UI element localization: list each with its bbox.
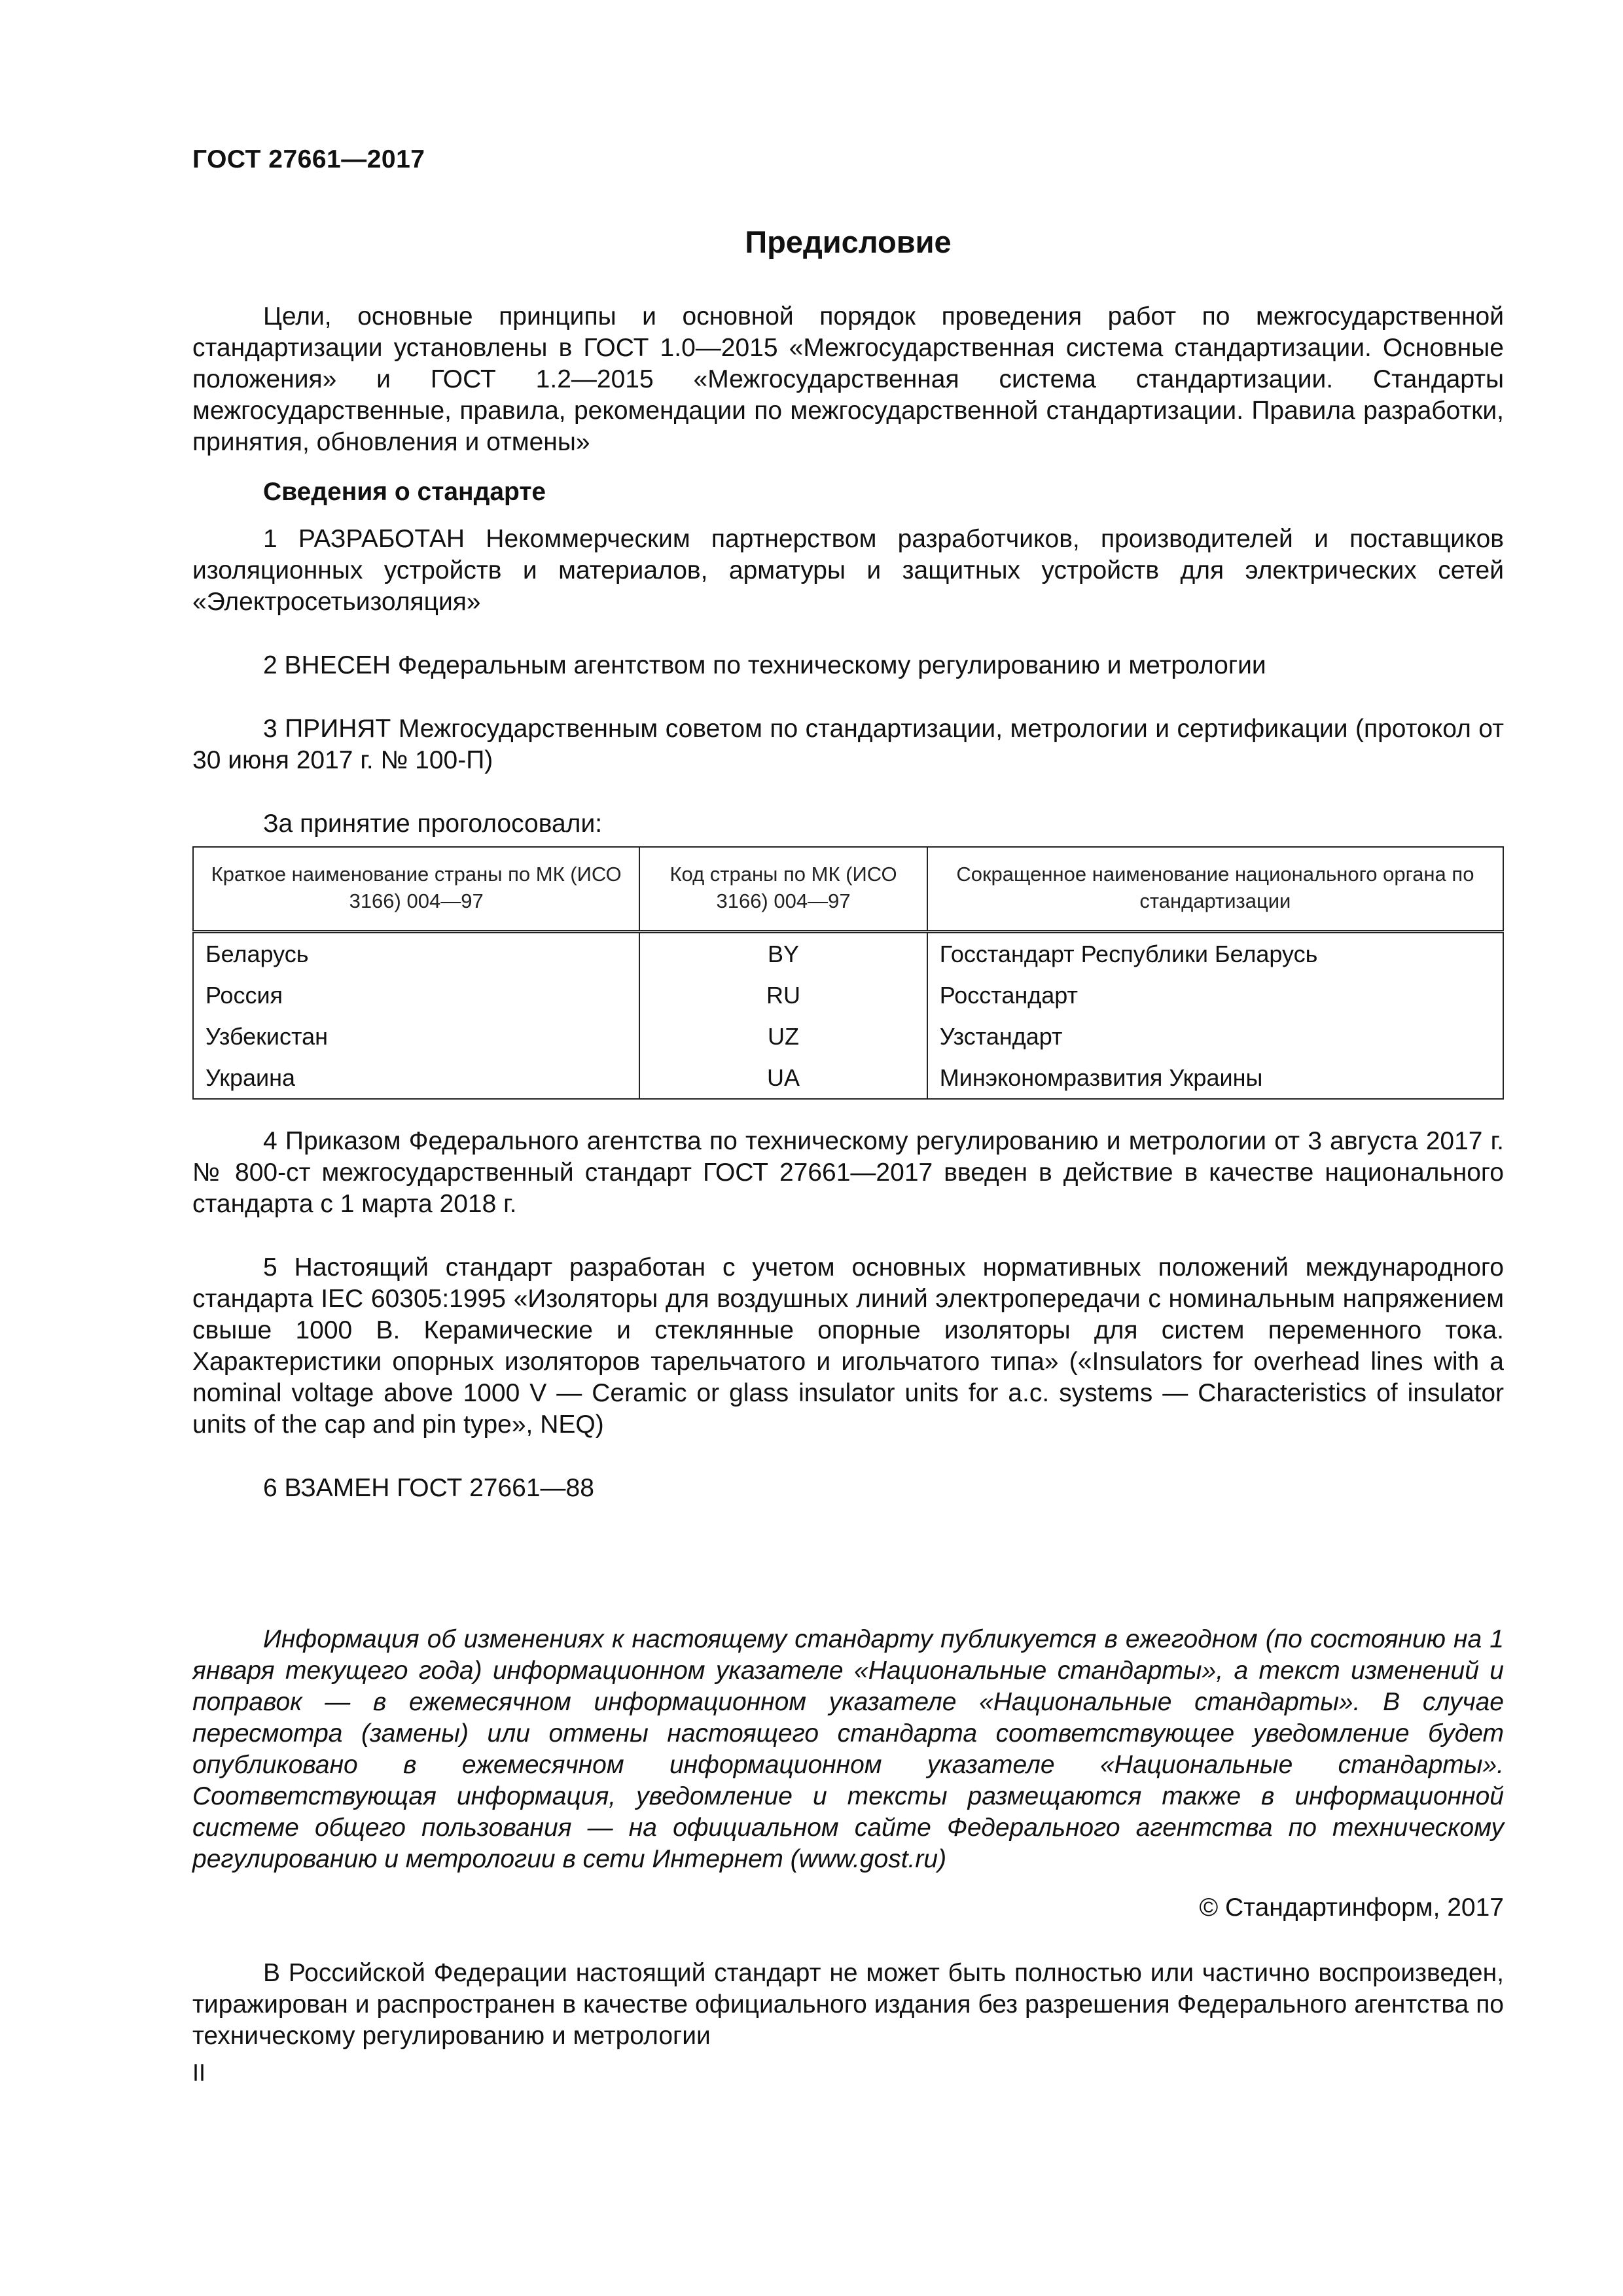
table-row	[193, 932, 1503, 975]
table-row	[193, 1057, 1503, 1099]
country-cell: Узбекистан	[193, 1016, 639, 1057]
table-header-row	[193, 847, 1503, 932]
copyright-notice: © Стандартинформ, 2017	[1199, 1893, 1504, 1922]
item-order: 4 Приказом Федерального агентства по техническому регулированию и метрологии от 3 августа 2017 г. № 800-ст межгосударственный стандарт ГОСТ 27661—2017 введен в действие в качестве национального стандарта с 1 марта 2018 г.	[192, 1127, 1504, 1218]
country-cell: Беларусь	[193, 932, 639, 975]
foreword-body	[192, 301, 1504, 1504]
table-row	[193, 975, 1503, 1016]
country-cell: Россия	[193, 975, 639, 1016]
vote-table	[192, 846, 1504, 1100]
item-adopted: 3 ПРИНЯТ Межгосударственным советом по стандартизации, метрологии и сертификации (протокол от 30 июня 2017 г. № 100-П)	[192, 715, 1504, 774]
changes-info-text: Информация об изменениях к настоящему стандарту публикуется в ежегодном (по состоянию на 1 января текущего года) информационном указателе «Национальные стандарты», а текст изменений и поправок — в ежемесячном информационном указателе «Национальные стандарты». В случае пересмотра (замены) или отмены настоящего стандарта соответствующее уведомление будет опубликовано в ежемесячном информационном указателе «Национальные стандарты». Соответствующая информация, уведомление и тексты размещаются также в информационной системе общего пользования — на официальном сайте Федерального агентства по техническому регулированию и метрологии в сети Интернет (www.gost.ru)	[192, 1625, 1504, 1873]
item-based-on: 5 Настоящий стандарт разработан с учетом основных нормативных положений международного стандарта IEC 60305:1995 «Изоляторы для воздушных линий электропередачи с номинальным напряжением свыше 1000 В. Керамические и стеклянные опорные изоляторы для систем переменного тока. Характеристики опорных изоляторов тарельчатого и игольчатого типа» («Insulators for overhead lines with a nominal voltage above 1000 V — Ceramic or glass insulator units for a.c. systems — Characteristics of insulator units of the cap and pin type», NEQ)	[192, 1253, 1504, 1439]
item-introduced: 2 ВНЕСЕН Федеральным агентством по техническому регулированию и метрологии	[263, 651, 1266, 679]
page-title: Предисловие	[745, 224, 952, 259]
code-cell: UZ	[639, 1016, 927, 1057]
intro-paragraph: Цели, основные принципы и основной порядок проведения работ по межгосударственной стандартизации установлены в ГОСТ 1.0—2015 «Межгосударственная система стандартизации. Основные положения» и ГОСТ 1.2—2015 «Межгосударственная система стандартизации. Стандарты межгосударственные, правила, рекомендации по межгосударственной стандартизации. Правила разработки, принятия, обновления и отмены»	[192, 302, 1504, 456]
country-cell: Украина	[193, 1057, 639, 1099]
header-code: Код страны по МК (ИСО 3166) 004—97	[639, 847, 927, 932]
body-cell: Госстандарт Республики Беларусь	[927, 932, 1503, 975]
document-code: ГОСТ 27661—2017	[192, 145, 425, 173]
page-number: II	[192, 2059, 206, 2086]
header-national-body: Сокращенное наименование национального органа по стандартизации	[927, 847, 1503, 932]
vote-label: За принятие проголосовали:	[263, 810, 603, 838]
document-page	[192, 0, 1504, 2296]
changes-info-block	[192, 1624, 1504, 1875]
reproduction-notice: В Российской Федерации настоящий стандарт не может быть полностью или частично воспроизведен, тиражирован и распространен в качестве официального издания без разрешения Федерального агентства по техническому регулированию и метрологии	[192, 1959, 1504, 2050]
code-cell: BY	[639, 932, 927, 975]
reproduction-block	[192, 1958, 1504, 2052]
code-cell: RU	[639, 975, 927, 1016]
info-heading: Сведения о стандарте	[263, 478, 546, 506]
code-cell: UA	[639, 1057, 927, 1099]
body-cell: Росстандарт	[927, 975, 1503, 1016]
body-cell: Узстандарт	[927, 1016, 1503, 1057]
table-row	[193, 1016, 1503, 1057]
item-developed: 1 РАЗРАБОТАН Некоммерческим партнерством разработчиков, производителей и поставщиков изоляционных устройств и материалов, арматуры и защитных устройств для электрических сетей «Электросетьизоляция»	[192, 525, 1504, 616]
body-cell: Минэкономразвития Украины	[927, 1057, 1503, 1099]
header-country: Краткое наименование страны по МК (ИСО 3166) 004—97	[193, 847, 639, 932]
item-replaces: 6 ВЗАМЕН ГОСТ 27661—88	[263, 1474, 594, 1502]
